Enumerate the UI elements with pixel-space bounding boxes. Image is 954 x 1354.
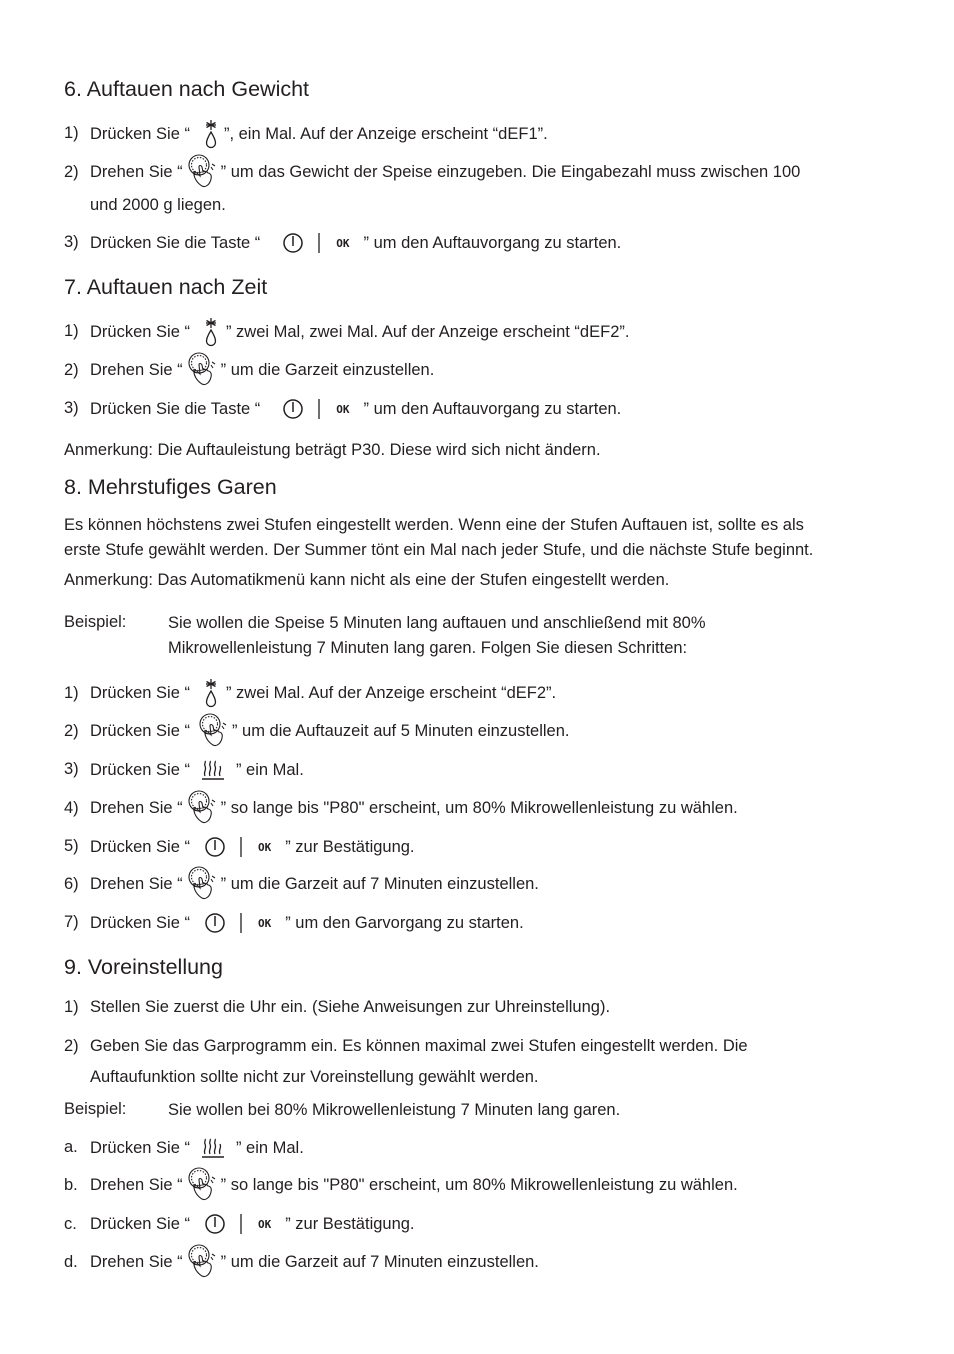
item-number: 6) <box>64 875 79 893</box>
microwave-power-icon <box>200 1137 226 1159</box>
item-number: 7) <box>64 913 79 931</box>
list-item <box>90 751 304 789</box>
item-text: Drehen Sie “ <box>90 1175 183 1194</box>
item-text: Drehen Sie “ <box>90 874 183 893</box>
note: Anmerkung: Das Automatikmenü kann nicht als eine der Stufen eingestellt werden. <box>64 571 670 589</box>
item-number: a. <box>64 1138 78 1156</box>
paragraph: Es können höchstens zwei Stufen eingestellt werden. Wenn eine der Stufen Auftauen ist, sollte es als <box>64 516 804 534</box>
item-text: ” so lange bis "P80" erscheint, um 80% Mikrowellenleistung zu wählen. <box>220 798 738 817</box>
list-item <box>90 115 548 153</box>
heading-sec6: 6. Auftauen nach Gewicht <box>64 77 310 101</box>
item-text: ” zwei Mal. Auf der Anzeige erscheint “dEF2”. <box>225 683 557 702</box>
item-number: 2) <box>64 361 79 379</box>
dial-knob-icon <box>185 865 217 903</box>
list-item <box>90 674 556 712</box>
dial-knob-icon <box>185 1166 217 1204</box>
item-text: ” um den Auftauvorgang zu starten. <box>363 233 622 252</box>
list-item <box>90 1243 539 1281</box>
item-number: 4) <box>64 799 79 817</box>
list-item <box>90 865 539 903</box>
paragraph: erste Stufe gewählt werden. Der Summer tönt ein Mal nach jeder Stufe, und die nächste Stufe beginnt. <box>64 541 814 559</box>
separator <box>240 837 242 857</box>
note: Anmerkung: Die Auftauleistung beträgt P30. Diese wird sich nicht ändern. <box>64 441 601 459</box>
item-text: ” um die Garzeit auf 7 Minuten einzustellen. <box>220 874 539 893</box>
item-text: Stellen Sie zuerst die Uhr ein. (Siehe Anweisungen zur Uhreinstellung). <box>90 997 611 1016</box>
list-item <box>90 313 629 351</box>
item-text: Drücken Sie “ <box>90 837 190 856</box>
item-number: 3) <box>64 399 79 417</box>
microwave-power-icon <box>200 759 226 781</box>
item-text: ” um die Garzeit auf 7 Minuten einzustellen. <box>220 1252 539 1271</box>
item-text: Drehen Sie “ <box>90 798 183 817</box>
list-item <box>90 712 570 750</box>
dial-knob-icon <box>185 789 217 827</box>
example-label: Beispiel: <box>64 613 127 631</box>
item-text: ” um den Auftauvorgang zu starten. <box>363 399 622 418</box>
item-text: Drücken Sie “ <box>90 721 190 740</box>
separator <box>318 399 320 419</box>
start-power-icon <box>282 398 304 420</box>
ok-icon: OK <box>257 1217 272 1231</box>
item-number: 1) <box>64 998 79 1016</box>
start-power-icon <box>204 1213 226 1235</box>
item-text: ” zwei Mal, zwei Mal. Auf der Anzeige erscheint “dEF2”. <box>225 322 630 341</box>
item-text: Drehen Sie “ <box>90 162 183 181</box>
item-text: ” um das Gewicht der Speise einzugeben. Die Eingabezahl muss zwischen 100 <box>220 162 801 181</box>
start-power-icon <box>204 912 226 934</box>
item-text: Drücken Sie die Taste “ <box>90 233 261 252</box>
item-number: c. <box>64 1215 77 1233</box>
defrost-icon <box>204 118 218 150</box>
item-number: 2) <box>64 163 79 181</box>
item-number: 2) <box>64 1037 79 1055</box>
dial-knob-icon <box>185 351 217 389</box>
example-text: Sie wollen die Speise 5 Minuten lang auftauen und anschließend mit 80% <box>168 614 706 632</box>
item-text: ” um die Auftauzeit auf 5 Minuten einzustellen. <box>231 721 570 740</box>
item-text: ” zur Bestätigung. <box>285 1214 415 1233</box>
heading-sec7: 7. Auftauen nach Zeit <box>64 275 268 299</box>
item-text: Drücken Sie “ <box>90 124 190 143</box>
ok-icon: OK <box>336 402 350 416</box>
item-number: 1) <box>64 124 79 142</box>
list-item <box>90 224 621 262</box>
start-power-icon <box>204 836 226 858</box>
ok-icon: OK <box>336 236 350 250</box>
ok-icon: OK <box>257 916 272 930</box>
list-item <box>90 904 524 942</box>
item-text: ” zur Bestätigung. <box>285 837 415 856</box>
defrost-icon <box>204 677 218 709</box>
list-item-continuation <box>90 1058 539 1096</box>
ok-icon: OK <box>257 840 272 854</box>
item-number: 5) <box>64 837 79 855</box>
item-number: d. <box>64 1253 78 1271</box>
example-text: Sie wollen bei 80% Mikrowellenleistung 7 Minuten lang garen. <box>168 1101 621 1119</box>
item-text: Drücken Sie “ <box>90 1138 190 1157</box>
item-text: Drücken Sie die Taste “ <box>90 399 261 418</box>
separator <box>240 1214 242 1234</box>
item-text: Drücken Sie “ <box>90 1214 190 1233</box>
item-number: 1) <box>64 322 79 340</box>
item-text: und 2000 g liegen. <box>90 195 226 214</box>
dial-knob-icon <box>185 1243 217 1281</box>
item-text: ” ein Mal. <box>235 760 304 779</box>
item-number: 2) <box>64 722 79 740</box>
item-text: ” so lange bis "P80" erscheint, um 80% Mikrowellenleistung zu wählen. <box>220 1175 738 1194</box>
start-power-icon <box>282 232 304 254</box>
example-text: Mikrowellenleistung 7 Minuten lang garen. Folgen Sie diesen Schritten: <box>168 639 688 657</box>
list-item <box>90 988 610 1026</box>
item-text: ” ein Mal. <box>235 1138 304 1157</box>
item-text: Auftaufunktion sollte nicht zur Voreinstellung gewählt werden. <box>90 1067 539 1086</box>
separator <box>240 913 242 933</box>
defrost-icon <box>204 316 218 348</box>
item-number: 3) <box>64 233 79 251</box>
item-number: b. <box>64 1176 78 1194</box>
list-item <box>90 828 415 866</box>
example-label: Beispiel: <box>64 1100 127 1118</box>
item-number: 3) <box>64 760 79 778</box>
item-text: ” um die Garzeit einzustellen. <box>220 360 435 379</box>
item-text: Drehen Sie “ <box>90 360 183 379</box>
list-item <box>90 1205 415 1243</box>
list-item <box>90 1166 738 1204</box>
heading-sec8: 8. Mehrstufiges Garen <box>64 475 277 499</box>
list-item-continuation <box>90 186 226 224</box>
dial-knob-icon <box>196 712 228 750</box>
item-text: ” um den Garvorgang zu starten. <box>285 913 524 932</box>
heading-sec9: 9. Voreinstellung <box>64 955 223 979</box>
item-number: 1) <box>64 684 79 702</box>
item-text: Drücken Sie “ <box>90 683 190 702</box>
list-item <box>90 1129 304 1167</box>
list-item <box>90 789 738 827</box>
item-text: Drücken Sie “ <box>90 913 190 932</box>
separator <box>318 233 320 253</box>
item-text: Geben Sie das Garprogramm ein. Es können maximal zwei Stufen eingestellt werden. Die <box>90 1036 748 1055</box>
item-text: Drehen Sie “ <box>90 1252 183 1271</box>
item-text: ”, ein Mal. Auf der Anzeige erscheint “dEF1”. <box>223 124 548 143</box>
list-item <box>90 390 621 428</box>
item-text: Drücken Sie “ <box>90 760 190 779</box>
list-item <box>90 351 434 389</box>
item-text: Drücken Sie “ <box>90 322 190 341</box>
